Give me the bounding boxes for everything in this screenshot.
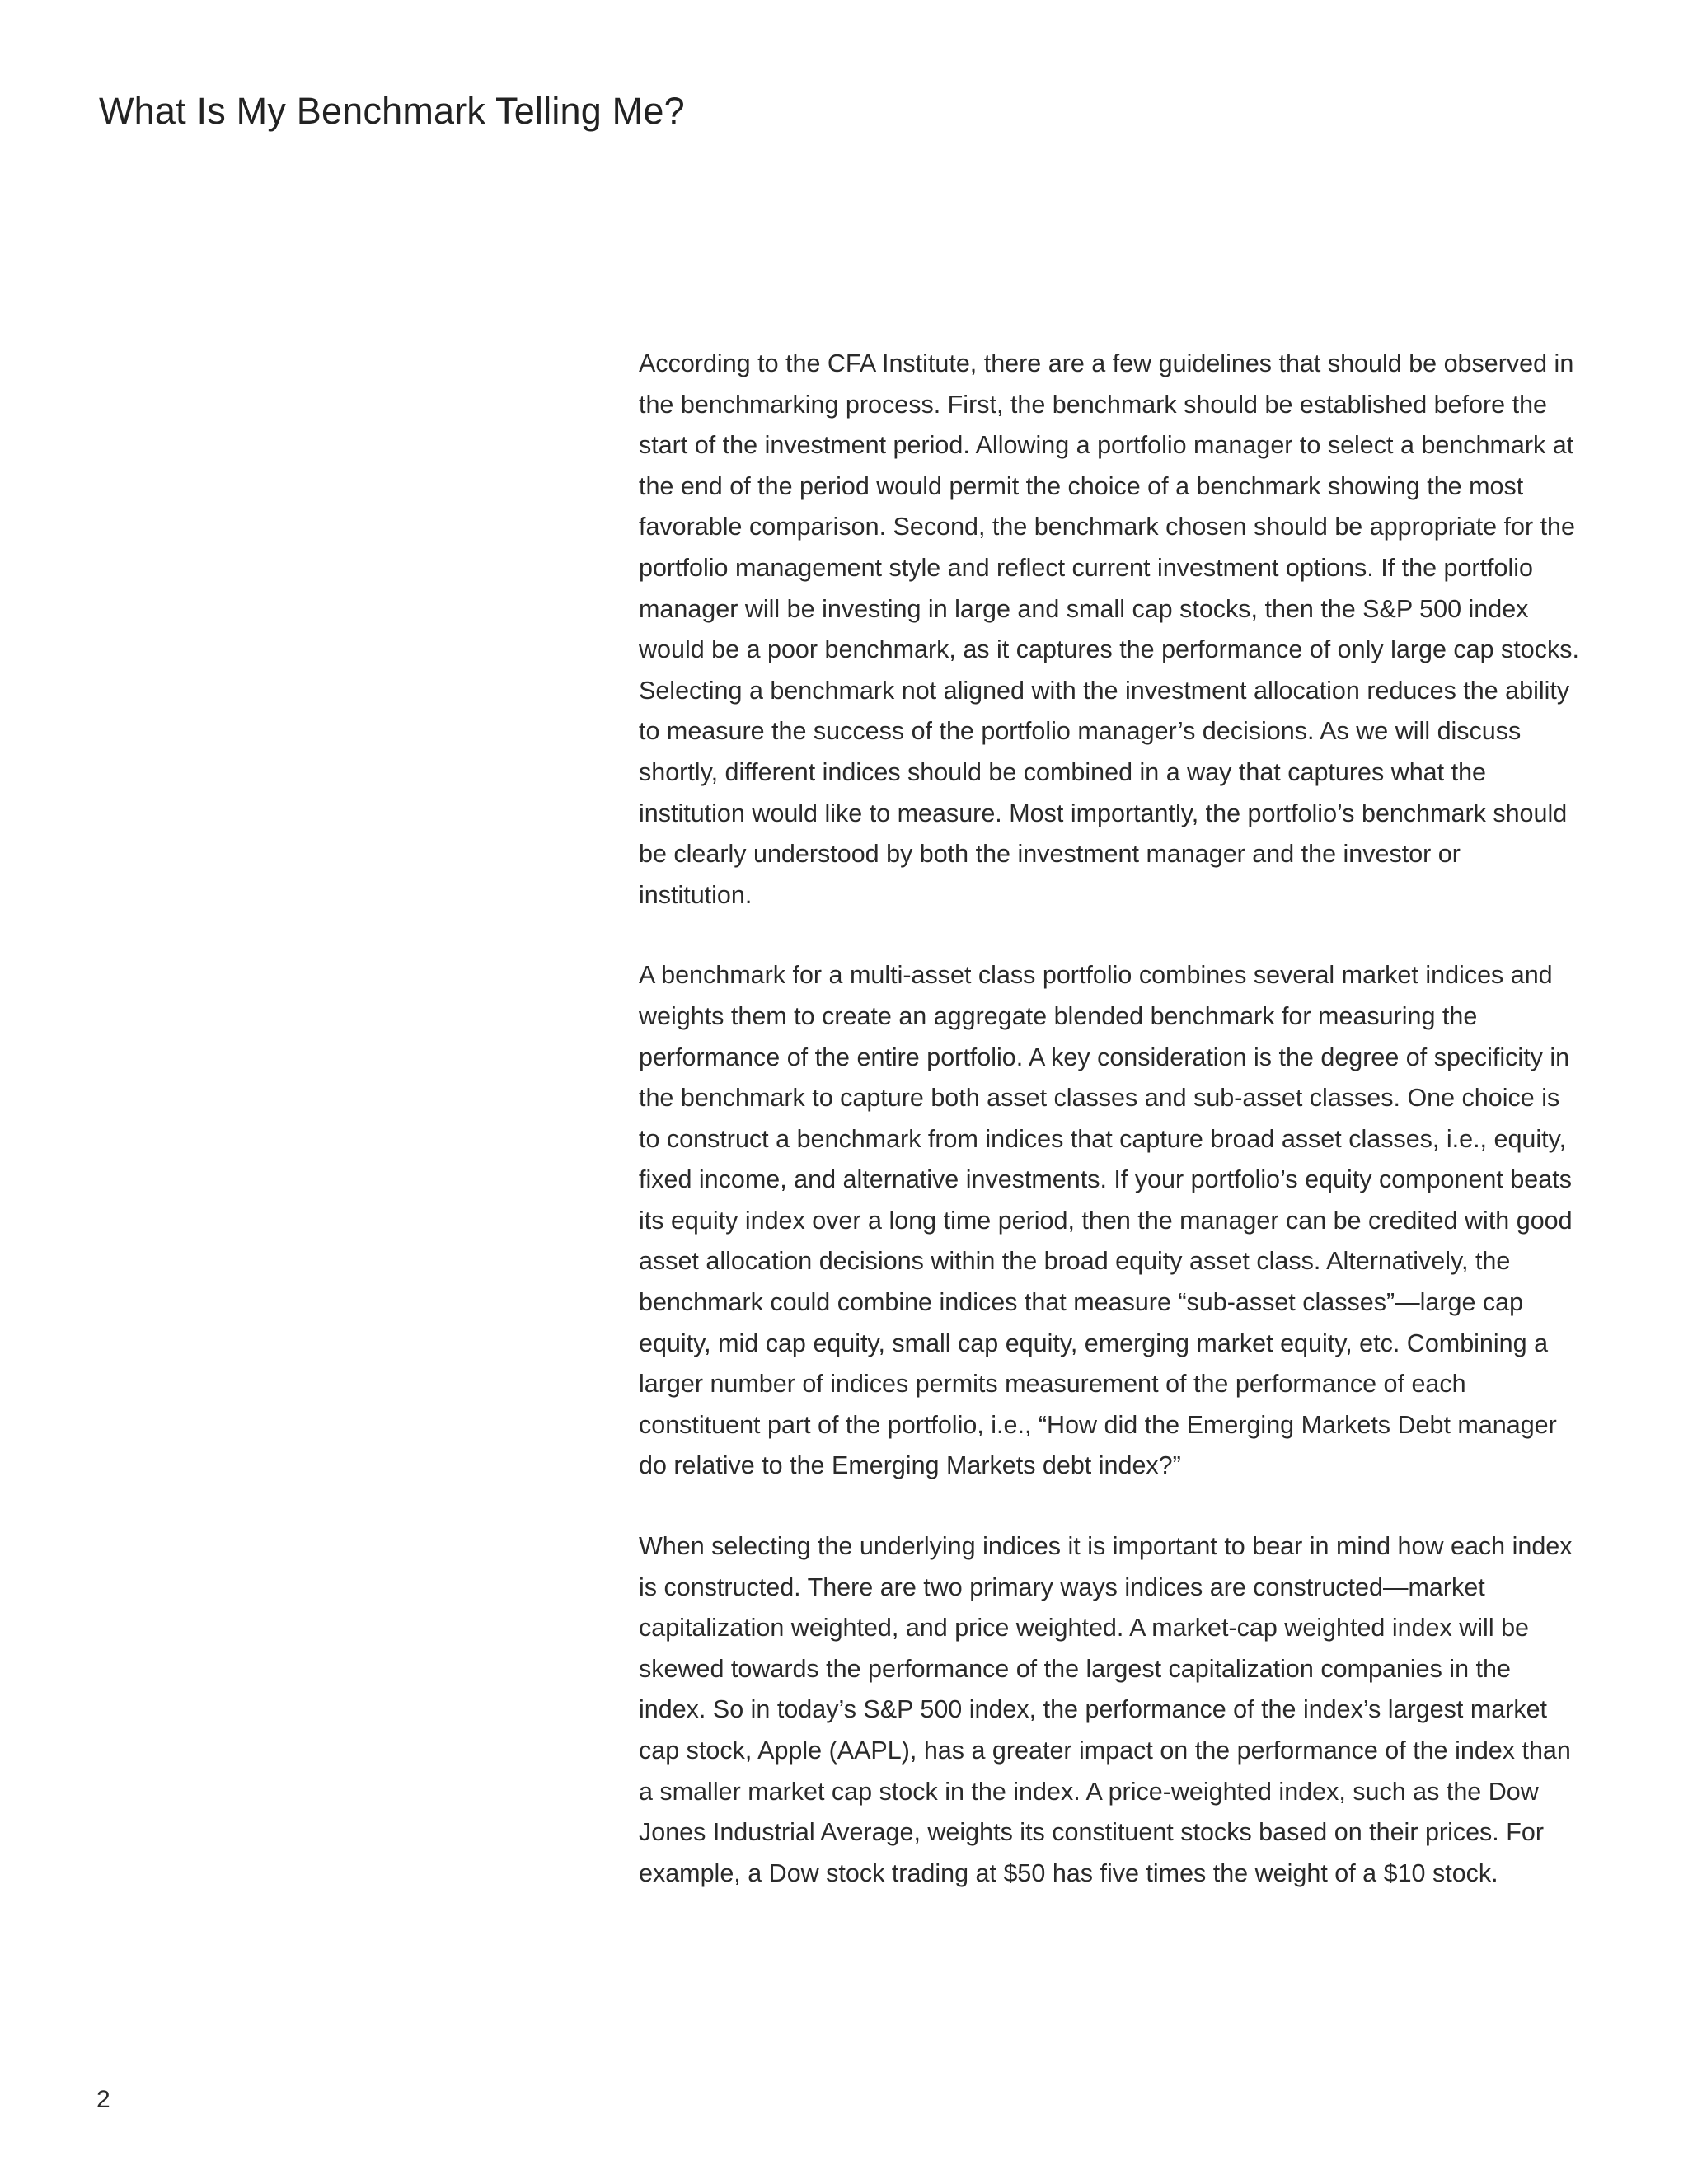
body-paragraph-1: According to the CFA Institute, there are a few guidelines that should be observed in the benchmarking process. First, the benchmark should be established before the start of the investment period. Allowing a portfolio manager to select a benchmark at the end of the period would permit the choice of a benchmark showing the most favorable comparison. Second, the benchmark chosen should be appropriate for the portfolio management style and reflect current investment options. If the portfolio manager will be investing in large and small cap stocks, then the S&P 500 index would be a poor benchmark, as it captures the performance of only large cap stocks. Selecting a benchmark not aligned with the investment allocation reduces the ability to measure the success of the portfolio manager’s decisions. As we will discuss shortly, different indices should be combined in a way that captures what the institution would like to measure. Most importantly, the portfolio’s benchmark should be clearly understood by both the investment manager and the investor or institution.: [639, 349, 1579, 909]
page-title: What Is My Benchmark Telling Me?: [99, 90, 685, 132]
body-paragraph-2: A benchmark for a multi-asset class portfolio combines several market indices and weights them to create an aggregate blended benchmark for measuring the performance of the entire portfolio. A key consideration is the degree of specificity in the benchmark to capture both asset classes and sub-asset classes. One choice is to construct a benchmark from indices that capture broad asset classes, i.e., equity, fixed income, and alternative investments. If your portfolio’s equity component beats its equity index over a long time period, then the manager can be credited with good asset allocation decisions within the broad equity asset class. Alternatively, the benchmark could combine indices that measure “sub-asset classes”—large cap equity, mid cap equity, small cap equity, emerging market equity, etc. Combining a larger number of indices permits measurement of the performance of each constituent part of the portfolio, i.e., “How did the Emerging Markets Debt manager do relative to the Emerging Markets debt index?”: [639, 961, 1573, 1480]
page-number: 2: [96, 2086, 110, 2113]
body-paragraph-3: When selecting the underlying indices it is important to bear in mind how each index is constructed. There are two primary ways indices are constructed—market capitalization weighted, and price weighted. A market-cap weighted index will be skewed towards the performance of the largest capitalization companies in the index. So in today’s S&P 500 index, the performance of the index’s largest market cap stock, Apple (AAPL), has a greater impact on the performance of the index than a smaller market cap stock in the index. A price-weighted index, such as the Dow Jones Industrial Average, weights its constituent stocks based on their prices. For example, a Dow stock trading at $50 has five times the weight of a $10 stock.: [639, 1532, 1573, 1887]
body-text-column: [639, 344, 1580, 1933]
